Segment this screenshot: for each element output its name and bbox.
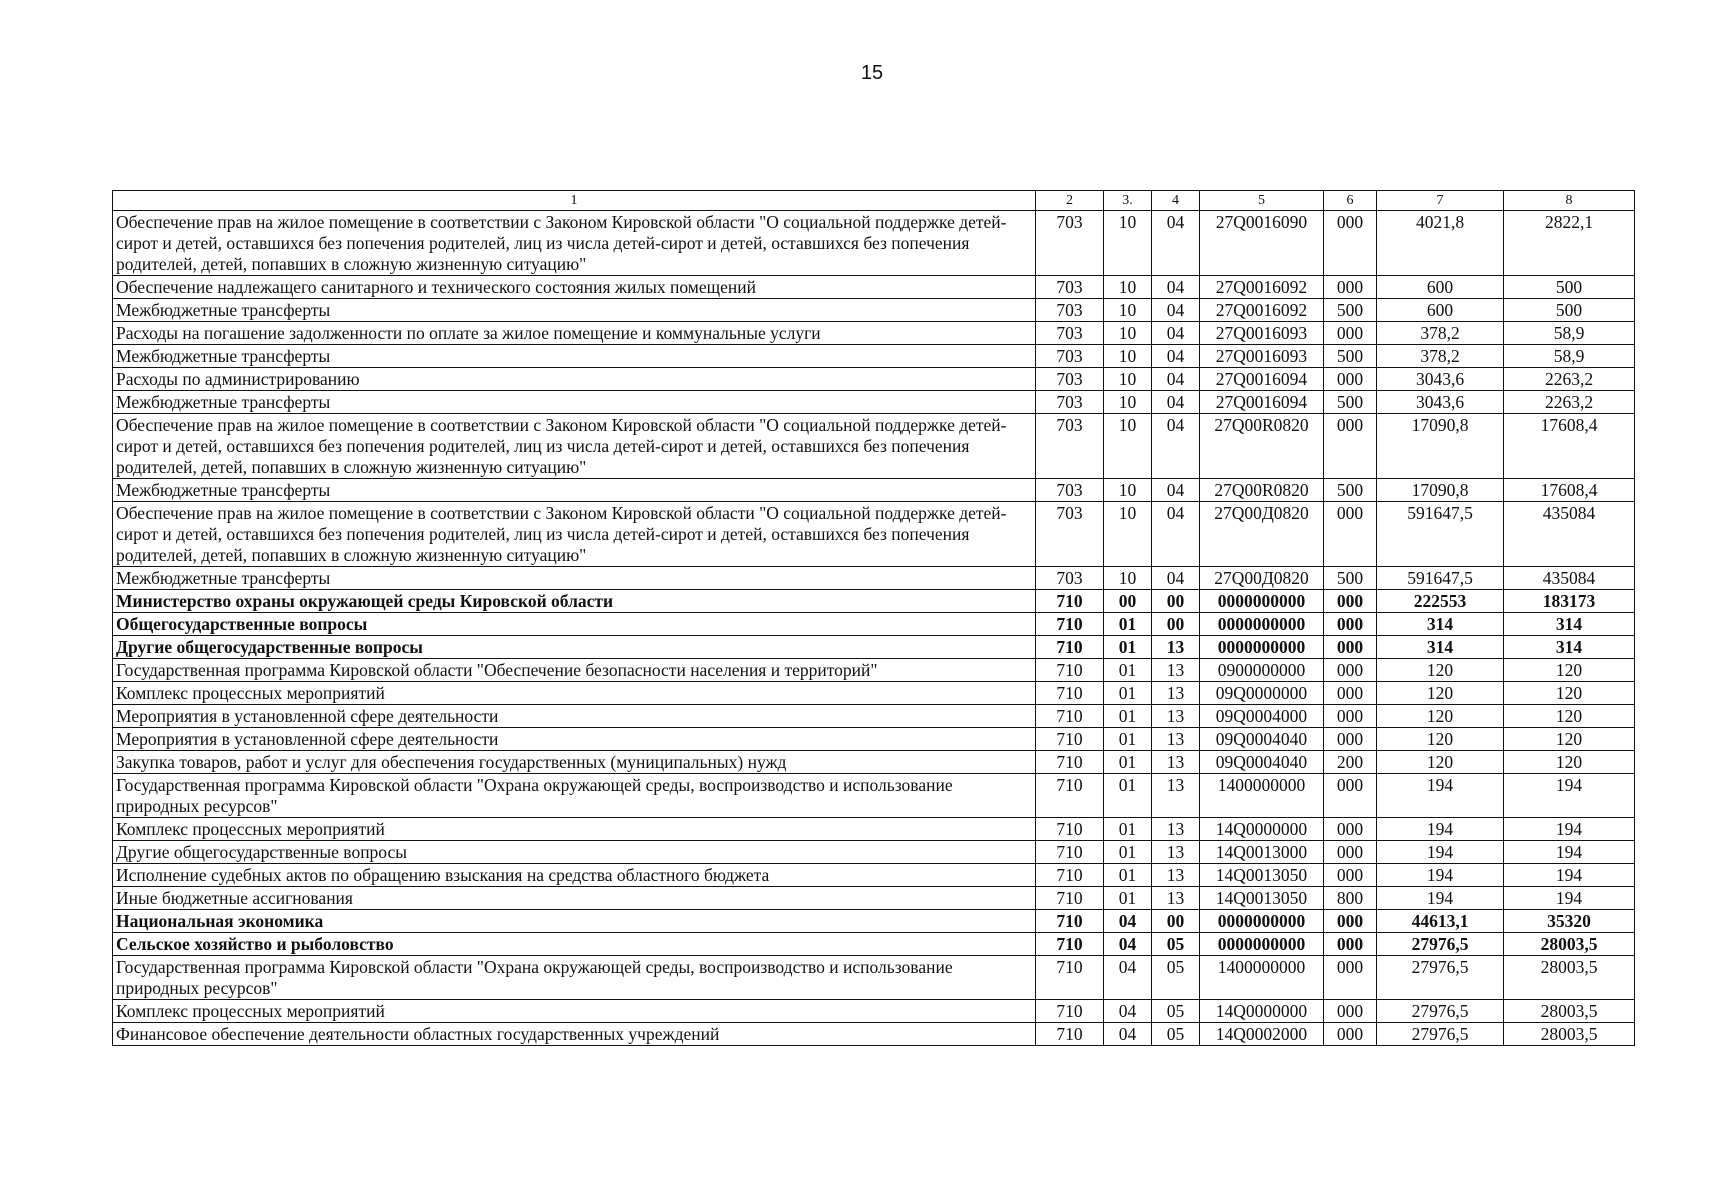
subsection-cell: 04 <box>1152 322 1200 345</box>
row-name-cell: Мероприятия в установленной сфере деятельности <box>113 728 1036 751</box>
expense-type-cell: 000 <box>1324 841 1377 864</box>
expense-type-cell: 000 <box>1324 211 1377 276</box>
table-row <box>113 368 1635 391</box>
expense-type-cell: 800 <box>1324 887 1377 910</box>
amount-cell: 194 <box>1504 887 1635 910</box>
row-name-cell: Межбюджетные трансферты <box>113 345 1036 368</box>
amount-cell: 194 <box>1377 841 1504 864</box>
target-article-cell: 14Q0000000 <box>1200 1000 1324 1023</box>
row-name-cell: Обеспечение прав на жилое помещение в соответствии с Законом Кировской области "О социальной поддержке детей-сирот и детей, оставшихся без попечения родителей, лиц из числа детей-сирот и детей, оставшихся без попечения родителей, детей, попавших в сложную жизненную ситуацию" <box>113 502 1036 567</box>
amount-cell: 194 <box>1377 864 1504 887</box>
row-name-cell: Расходы по администрированию <box>113 368 1036 391</box>
expense-type-cell: 000 <box>1324 1023 1377 1046</box>
section-cell: 10 <box>1104 345 1152 368</box>
table-row <box>113 502 1635 567</box>
amount-cell: 435084 <box>1504 502 1635 567</box>
table-row <box>113 211 1635 276</box>
subsection-cell: 05 <box>1152 1023 1200 1046</box>
table-row <box>113 613 1635 636</box>
subsection-cell: 00 <box>1152 613 1200 636</box>
expense-type-cell: 000 <box>1324 590 1377 613</box>
section-cell: 01 <box>1104 751 1152 774</box>
amount-cell: 2263,2 <box>1504 368 1635 391</box>
target-article-cell: 27Q00R0820 <box>1200 479 1324 502</box>
section-cell: 00 <box>1104 590 1152 613</box>
section-cell: 04 <box>1104 956 1152 1000</box>
code-cell: 710 <box>1036 910 1104 933</box>
target-article-cell: 27Q0016092 <box>1200 276 1324 299</box>
row-name-cell: Исполнение судебных актов по обращению взыскания на средства областного бюджета <box>113 864 1036 887</box>
amount-cell: 194 <box>1377 774 1504 818</box>
row-name-cell: Обеспечение прав на жилое помещение в соответствии с Законом Кировской области "О социальной поддержке детей-сирот и детей, оставшихся без попечения родителей, лиц из числа детей-сирот и детей, оставшихся без попечения родителей, детей, попавших в сложную жизненную ситуацию" <box>113 414 1036 479</box>
code-cell: 710 <box>1036 887 1104 910</box>
subsection-cell: 13 <box>1152 751 1200 774</box>
expense-type-cell: 000 <box>1324 659 1377 682</box>
target-article-cell: 0000000000 <box>1200 590 1324 613</box>
code-cell: 703 <box>1036 414 1104 479</box>
code-cell: 710 <box>1036 774 1104 818</box>
expense-type-cell: 000 <box>1324 414 1377 479</box>
section-cell: 10 <box>1104 276 1152 299</box>
code-cell: 703 <box>1036 276 1104 299</box>
amount-cell: 120 <box>1377 705 1504 728</box>
code-cell: 710 <box>1036 1023 1104 1046</box>
amount-cell: 194 <box>1377 818 1504 841</box>
row-name-cell: Комплекс процессных мероприятий <box>113 682 1036 705</box>
amount-cell: 28003,5 <box>1504 956 1635 1000</box>
subsection-cell: 13 <box>1152 818 1200 841</box>
amount-cell: 17090,8 <box>1377 414 1504 479</box>
header-cell: 7 <box>1377 191 1504 211</box>
amount-cell: 27976,5 <box>1377 933 1504 956</box>
code-cell: 710 <box>1036 818 1104 841</box>
amount-cell: 314 <box>1377 613 1504 636</box>
amount-cell: 314 <box>1377 636 1504 659</box>
table-row <box>113 567 1635 590</box>
amount-cell: 28003,5 <box>1504 933 1635 956</box>
subsection-cell: 04 <box>1152 211 1200 276</box>
section-cell: 10 <box>1104 479 1152 502</box>
expense-type-cell: 000 <box>1324 276 1377 299</box>
code-cell: 703 <box>1036 479 1104 502</box>
amount-cell: 120 <box>1504 659 1635 682</box>
row-name-cell: Национальная экономика <box>113 910 1036 933</box>
header-cell: 8 <box>1504 191 1635 211</box>
target-article-cell: 14Q0002000 <box>1200 1023 1324 1046</box>
amount-cell: 120 <box>1377 728 1504 751</box>
table-row <box>113 818 1635 841</box>
amount-cell: 194 <box>1504 774 1635 818</box>
amount-cell: 17090,8 <box>1377 479 1504 502</box>
code-cell: 703 <box>1036 299 1104 322</box>
subsection-cell: 04 <box>1152 299 1200 322</box>
table-row <box>113 864 1635 887</box>
section-cell: 04 <box>1104 933 1152 956</box>
code-cell: 710 <box>1036 705 1104 728</box>
table-row <box>113 751 1635 774</box>
row-name-cell: Другие общегосударственные вопросы <box>113 841 1036 864</box>
expense-type-cell: 500 <box>1324 567 1377 590</box>
amount-cell: 27976,5 <box>1377 956 1504 1000</box>
expense-type-cell: 000 <box>1324 1000 1377 1023</box>
subsection-cell: 13 <box>1152 864 1200 887</box>
row-name-cell: Государственная программа Кировской области "Охрана окружающей среды, воспроизводство и использование природных ресурсов" <box>113 956 1036 1000</box>
table-row <box>113 322 1635 345</box>
section-cell: 01 <box>1104 705 1152 728</box>
table-row <box>113 956 1635 1000</box>
target-article-cell: 0000000000 <box>1200 613 1324 636</box>
code-cell: 710 <box>1036 864 1104 887</box>
row-name-cell: Общегосударственные вопросы <box>113 613 1036 636</box>
code-cell: 710 <box>1036 1000 1104 1023</box>
row-name-cell: Межбюджетные трансферты <box>113 479 1036 502</box>
table-row <box>113 345 1635 368</box>
amount-cell: 120 <box>1377 659 1504 682</box>
row-name-cell: Межбюджетные трансферты <box>113 391 1036 414</box>
subsection-cell: 13 <box>1152 682 1200 705</box>
section-cell: 01 <box>1104 682 1152 705</box>
amount-cell: 314 <box>1504 613 1635 636</box>
section-cell: 10 <box>1104 414 1152 479</box>
row-name-cell: Закупка товаров, работ и услуг для обеспечения государственных (муниципальных) нужд <box>113 751 1036 774</box>
expense-type-cell: 000 <box>1324 933 1377 956</box>
header-cell: 1 <box>113 191 1036 211</box>
target-article-cell: 09Q0000000 <box>1200 682 1324 705</box>
amount-cell: 120 <box>1504 682 1635 705</box>
section-cell: 01 <box>1104 818 1152 841</box>
table-row <box>113 1000 1635 1023</box>
section-cell: 10 <box>1104 567 1152 590</box>
amount-cell: 378,2 <box>1377 345 1504 368</box>
subsection-cell: 00 <box>1152 910 1200 933</box>
table-row <box>113 774 1635 818</box>
amount-cell: 2263,2 <box>1504 391 1635 414</box>
section-cell: 01 <box>1104 613 1152 636</box>
table-row <box>113 391 1635 414</box>
code-cell: 710 <box>1036 933 1104 956</box>
amount-cell: 17608,4 <box>1504 414 1635 479</box>
amount-cell: 120 <box>1504 751 1635 774</box>
code-cell: 703 <box>1036 567 1104 590</box>
amount-cell: 120 <box>1504 728 1635 751</box>
expense-type-cell: 500 <box>1324 479 1377 502</box>
header-cell: 4 <box>1152 191 1200 211</box>
amount-cell: 314 <box>1504 636 1635 659</box>
header-cell: 6 <box>1324 191 1377 211</box>
target-article-cell: 27Q0016093 <box>1200 345 1324 368</box>
amount-cell: 27976,5 <box>1377 1023 1504 1046</box>
subsection-cell: 00 <box>1152 590 1200 613</box>
code-cell: 703 <box>1036 391 1104 414</box>
section-cell: 01 <box>1104 774 1152 818</box>
amount-cell: 194 <box>1504 818 1635 841</box>
section-cell: 01 <box>1104 636 1152 659</box>
amount-cell: 28003,5 <box>1504 1023 1635 1046</box>
expense-type-cell: 000 <box>1324 613 1377 636</box>
amount-cell: 35320 <box>1504 910 1635 933</box>
section-cell: 10 <box>1104 211 1152 276</box>
target-article-cell: 0000000000 <box>1200 933 1324 956</box>
table-row <box>113 659 1635 682</box>
amount-cell: 28003,5 <box>1504 1000 1635 1023</box>
amount-cell: 120 <box>1377 682 1504 705</box>
table-row <box>113 728 1635 751</box>
amount-cell: 183173 <box>1504 590 1635 613</box>
table-header-row <box>113 191 1635 211</box>
code-cell: 703 <box>1036 502 1104 567</box>
expense-type-cell: 500 <box>1324 345 1377 368</box>
row-name-cell: Мероприятия в установленной сфере деятельности <box>113 705 1036 728</box>
code-cell: 710 <box>1036 682 1104 705</box>
expense-type-cell: 000 <box>1324 774 1377 818</box>
table-row <box>113 910 1635 933</box>
expense-type-cell: 000 <box>1324 705 1377 728</box>
section-cell: 01 <box>1104 864 1152 887</box>
subsection-cell: 05 <box>1152 1000 1200 1023</box>
subsection-cell: 04 <box>1152 502 1200 567</box>
section-cell: 01 <box>1104 659 1152 682</box>
amount-cell: 58,9 <box>1504 345 1635 368</box>
page-number: 15 <box>860 62 884 84</box>
table-row <box>113 414 1635 479</box>
row-name-cell: Расходы на погашение задолженности по оплате за жилое помещение и коммунальные услуги <box>113 322 1036 345</box>
expense-type-cell: 000 <box>1324 818 1377 841</box>
target-article-cell: 27Q00Д0820 <box>1200 567 1324 590</box>
row-name-cell: Государственная программа Кировской области "Обеспечение безопасности населения и территорий" <box>113 659 1036 682</box>
section-cell: 10 <box>1104 299 1152 322</box>
amount-cell: 17608,4 <box>1504 479 1635 502</box>
table-row <box>113 636 1635 659</box>
table-body <box>113 211 1635 1046</box>
section-cell: 10 <box>1104 322 1152 345</box>
table-row <box>113 276 1635 299</box>
table-row <box>113 887 1635 910</box>
row-name-cell: Государственная программа Кировской области "Охрана окружающей среды, воспроизводство и использование природных ресурсов" <box>113 774 1036 818</box>
subsection-cell: 04 <box>1152 276 1200 299</box>
target-article-cell: 14Q0000000 <box>1200 818 1324 841</box>
amount-cell: 591647,5 <box>1377 502 1504 567</box>
target-article-cell: 27Q0016090 <box>1200 211 1324 276</box>
expense-type-cell: 000 <box>1324 368 1377 391</box>
budget-table <box>112 190 1635 1046</box>
target-article-cell: 14Q0013050 <box>1200 887 1324 910</box>
subsection-cell: 13 <box>1152 841 1200 864</box>
section-cell: 10 <box>1104 368 1152 391</box>
target-article-cell: 27Q00Д0820 <box>1200 502 1324 567</box>
section-cell: 04 <box>1104 910 1152 933</box>
expense-type-cell: 000 <box>1324 864 1377 887</box>
code-cell: 710 <box>1036 841 1104 864</box>
code-cell: 710 <box>1036 613 1104 636</box>
target-article-cell: 1400000000 <box>1200 774 1324 818</box>
row-name-cell: Межбюджетные трансферты <box>113 567 1036 590</box>
code-cell: 710 <box>1036 590 1104 613</box>
amount-cell: 500 <box>1504 276 1635 299</box>
expense-type-cell: 000 <box>1324 502 1377 567</box>
subsection-cell: 13 <box>1152 774 1200 818</box>
code-cell: 703 <box>1036 322 1104 345</box>
target-article-cell: 27Q0016094 <box>1200 368 1324 391</box>
code-cell: 703 <box>1036 211 1104 276</box>
expense-type-cell: 000 <box>1324 956 1377 1000</box>
expense-type-cell: 000 <box>1324 636 1377 659</box>
row-name-cell: Межбюджетные трансферты <box>113 299 1036 322</box>
expense-type-cell: 500 <box>1324 299 1377 322</box>
target-article-cell: 14Q0013050 <box>1200 864 1324 887</box>
code-cell: 710 <box>1036 751 1104 774</box>
subsection-cell: 13 <box>1152 705 1200 728</box>
row-name-cell: Обеспечение надлежащего санитарного и технического состояния жилых помещений <box>113 276 1036 299</box>
amount-cell: 435084 <box>1504 567 1635 590</box>
amount-cell: 500 <box>1504 299 1635 322</box>
expense-type-cell: 500 <box>1324 391 1377 414</box>
target-article-cell: 09Q0004040 <box>1200 751 1324 774</box>
expense-type-cell: 200 <box>1324 751 1377 774</box>
subsection-cell: 13 <box>1152 887 1200 910</box>
subsection-cell: 05 <box>1152 933 1200 956</box>
target-article-cell: 27Q0016094 <box>1200 391 1324 414</box>
table-row <box>113 933 1635 956</box>
row-name-cell: Иные бюджетные ассигнования <box>113 887 1036 910</box>
table-row <box>113 841 1635 864</box>
target-article-cell: 14Q0013000 <box>1200 841 1324 864</box>
row-name-cell: Финансовое обеспечение деятельности областных государственных учреждений <box>113 1023 1036 1046</box>
amount-cell: 600 <box>1377 276 1504 299</box>
target-article-cell: 27Q00R0820 <box>1200 414 1324 479</box>
amount-cell: 194 <box>1504 841 1635 864</box>
subsection-cell: 04 <box>1152 345 1200 368</box>
target-article-cell: 09Q0004040 <box>1200 728 1324 751</box>
subsection-cell: 13 <box>1152 636 1200 659</box>
target-article-cell: 09Q0004000 <box>1200 705 1324 728</box>
table-row <box>113 705 1635 728</box>
header-cell: 2 <box>1036 191 1104 211</box>
expense-type-cell: 000 <box>1324 728 1377 751</box>
code-cell: 710 <box>1036 636 1104 659</box>
amount-cell: 194 <box>1504 864 1635 887</box>
code-cell: 710 <box>1036 956 1104 1000</box>
subsection-cell: 05 <box>1152 956 1200 1000</box>
amount-cell: 600 <box>1377 299 1504 322</box>
target-article-cell: 1400000000 <box>1200 956 1324 1000</box>
amount-cell: 222553 <box>1377 590 1504 613</box>
amount-cell: 120 <box>1377 751 1504 774</box>
row-name-cell: Министерство охраны окружающей среды Кировской области <box>113 590 1036 613</box>
amount-cell: 3043,6 <box>1377 368 1504 391</box>
target-article-cell: 27Q0016093 <box>1200 322 1324 345</box>
subsection-cell: 04 <box>1152 479 1200 502</box>
section-cell: 04 <box>1104 1023 1152 1046</box>
amount-cell: 27976,5 <box>1377 1000 1504 1023</box>
row-name-cell: Обеспечение прав на жилое помещение в соответствии с Законом Кировской области "О социальной поддержке детей-сирот и детей, оставшихся без попечения родителей, лиц из числа детей-сирот и детей, оставшихся без попечения родителей, детей, попавших в сложную жизненную ситуацию" <box>113 211 1036 276</box>
table-row <box>113 1023 1635 1046</box>
table-row <box>113 590 1635 613</box>
row-name-cell: Комплекс процессных мероприятий <box>113 818 1036 841</box>
amount-cell: 2822,1 <box>1504 211 1635 276</box>
code-cell: 703 <box>1036 368 1104 391</box>
amount-cell: 591647,5 <box>1377 567 1504 590</box>
expense-type-cell: 000 <box>1324 322 1377 345</box>
subsection-cell: 13 <box>1152 728 1200 751</box>
section-cell: 01 <box>1104 841 1152 864</box>
header-cell: 5 <box>1200 191 1324 211</box>
amount-cell: 378,2 <box>1377 322 1504 345</box>
subsection-cell: 04 <box>1152 414 1200 479</box>
subsection-cell: 13 <box>1152 659 1200 682</box>
header-cell: 3. <box>1104 191 1152 211</box>
target-article-cell: 27Q0016092 <box>1200 299 1324 322</box>
table-row <box>113 299 1635 322</box>
amount-cell: 58,9 <box>1504 322 1635 345</box>
amount-cell: 4021,8 <box>1377 211 1504 276</box>
section-cell: 04 <box>1104 1000 1152 1023</box>
amount-cell: 194 <box>1377 887 1504 910</box>
subsection-cell: 04 <box>1152 368 1200 391</box>
section-cell: 01 <box>1104 887 1152 910</box>
row-name-cell: Другие общегосударственные вопросы <box>113 636 1036 659</box>
amount-cell: 44613,1 <box>1377 910 1504 933</box>
section-cell: 01 <box>1104 728 1152 751</box>
subsection-cell: 04 <box>1152 391 1200 414</box>
row-name-cell: Сельское хозяйство и рыболовство <box>113 933 1036 956</box>
table-row <box>113 682 1635 705</box>
expense-type-cell: 000 <box>1324 910 1377 933</box>
subsection-cell: 04 <box>1152 567 1200 590</box>
row-name-cell: Комплекс процессных мероприятий <box>113 1000 1036 1023</box>
amount-cell: 3043,6 <box>1377 391 1504 414</box>
expense-type-cell: 000 <box>1324 682 1377 705</box>
code-cell: 710 <box>1036 728 1104 751</box>
code-cell: 710 <box>1036 659 1104 682</box>
section-cell: 10 <box>1104 391 1152 414</box>
target-article-cell: 0000000000 <box>1200 636 1324 659</box>
section-cell: 10 <box>1104 502 1152 567</box>
code-cell: 703 <box>1036 345 1104 368</box>
target-article-cell: 0900000000 <box>1200 659 1324 682</box>
amount-cell: 120 <box>1504 705 1635 728</box>
table-row <box>113 479 1635 502</box>
target-article-cell: 0000000000 <box>1200 910 1324 933</box>
